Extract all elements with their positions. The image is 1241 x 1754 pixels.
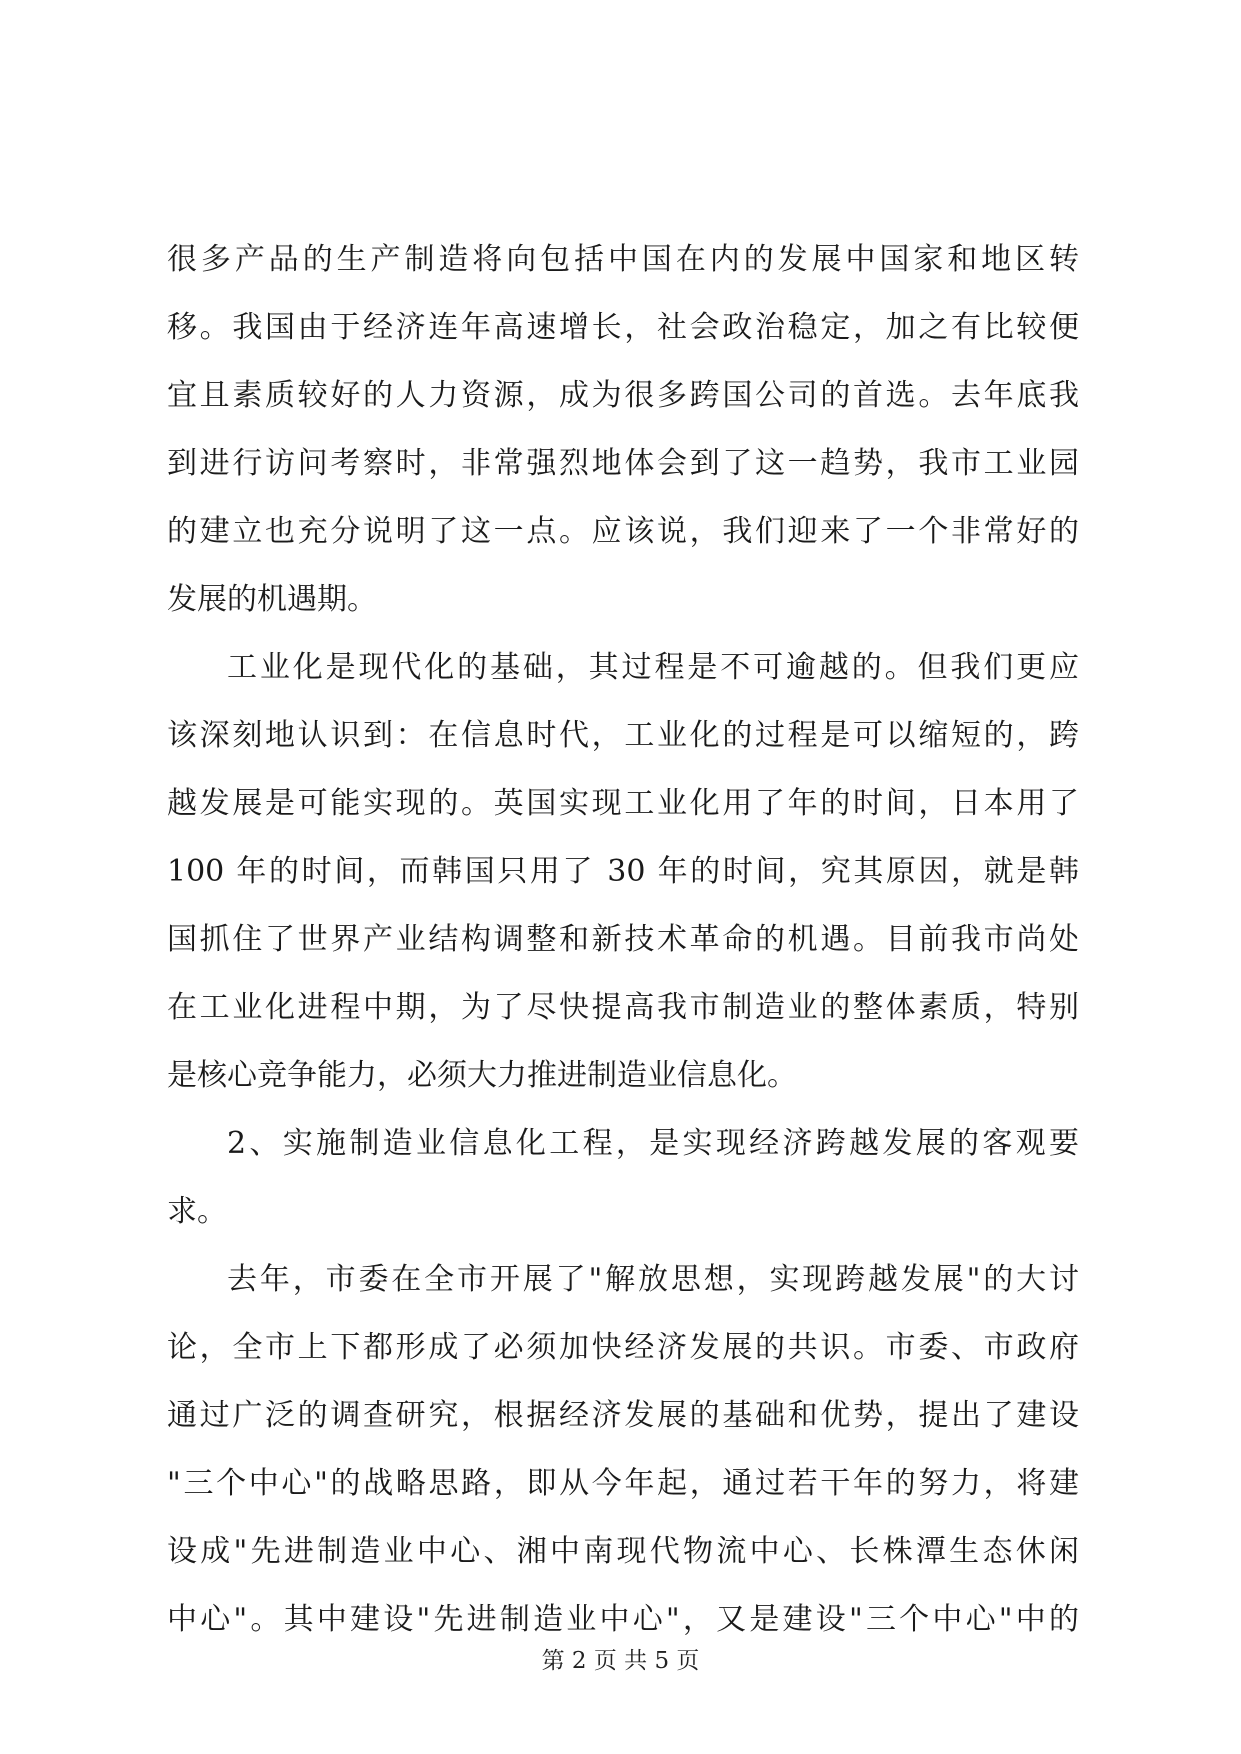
text-line: 工业化是现代化的基础，其过程是不可逾越的。但我们更应 [227, 650, 1079, 685]
text-line: 在工业化进程中期，为了尽快提高我市制造业的整体素质，特别 [167, 990, 1079, 1025]
text-line: 2、实施制造业信息化工程，是实现经济跨越发展的客观要 [227, 1126, 1079, 1161]
body-text [167, 226, 1079, 1654]
text-line: 去年，市委在全市开展了"解放思想，实现跨越发展"的大讨 [227, 1262, 1079, 1297]
text-line: 是核心竞争能力，必须大力推进制造业信息化。 [167, 1058, 797, 1093]
text-line: 的建立也充分说明了这一点。应该说，我们迎来了一个非常好的 [167, 514, 1079, 549]
text-line: 到进行访问考察时，非常强烈地体会到了这一趋势，我市工业园 [167, 446, 1079, 481]
text-line: 求。 [167, 1194, 227, 1229]
text-line: 100 年的时间，而韩国只用了 30 年的时间，究其原因，就是韩 [167, 854, 1079, 889]
page-number-footer: 第 2 页 共 5 页 [541, 1648, 700, 1674]
text-line: 移。我国由于经济连年高速增长，社会政治稳定，加之有比较便 [167, 310, 1079, 345]
text-line: "三个中心"的战略思路，即从今年起，通过若干年的努力，将建 [167, 1466, 1079, 1501]
text-line: 设成"先进制造业中心、湘中南现代物流中心、长株潭生态休闲 [167, 1534, 1079, 1569]
text-line: 越发展是可能实现的。英国实现工业化用了年的时间，日本用了 [167, 786, 1079, 821]
text-line: 该深刻地认识到：在信息时代，工业化的过程是可以缩短的，跨 [167, 718, 1079, 753]
text-line: 论，全市上下都形成了必须加快经济发展的共识。市委、市政府 [167, 1330, 1079, 1365]
text-line: 通过广泛的调查研究，根据经济发展的基础和优势，提出了建设 [167, 1398, 1079, 1433]
text-line: 中心"。其中建设"先进制造业中心"，又是建设"三个中心"中的 [167, 1602, 1079, 1637]
text-line: 很多产品的生产制造将向包括中国在内的发展中国家和地区转 [167, 242, 1079, 277]
text-line: 国抓住了世界产业结构调整和新技术革命的机遇。目前我市尚处 [167, 922, 1079, 957]
text-line: 发展的机遇期。 [167, 582, 377, 617]
text-line: 宜且素质较好的人力资源，成为很多跨国公司的首选。去年底我 [167, 378, 1079, 413]
